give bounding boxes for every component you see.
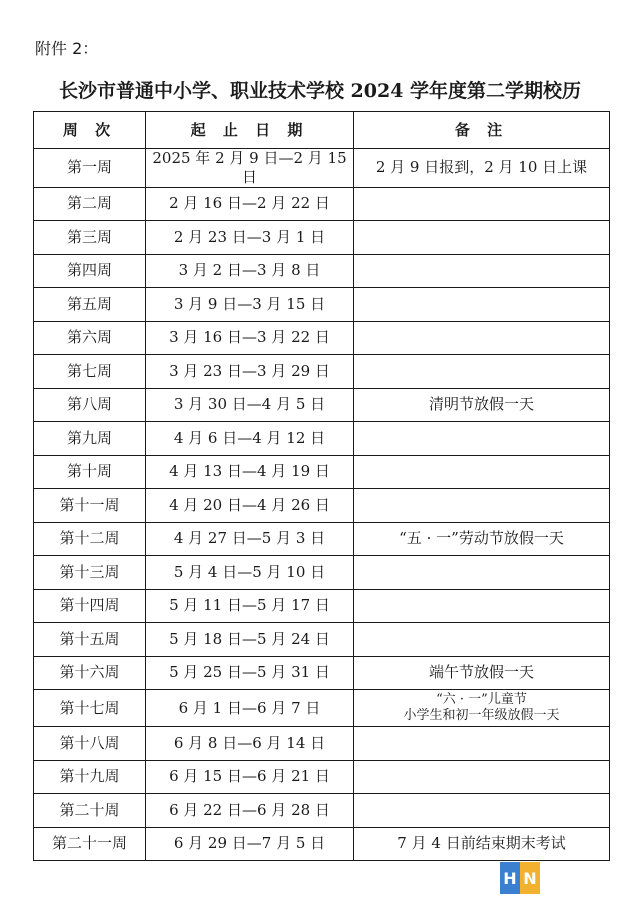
note-cell — [354, 690, 610, 727]
week-cell: 第十三周 — [34, 556, 146, 590]
week-cell: 第十四周 — [34, 589, 146, 623]
table-row — [34, 690, 610, 727]
dates-cell: 2 月 16 日—2 月 22 日 — [146, 187, 354, 221]
header-week: 周 次 — [34, 112, 146, 149]
table-row — [34, 288, 610, 322]
hn-logo — [500, 862, 540, 894]
dates-cell: 5 月 25 日—5 月 31 日 — [146, 656, 354, 690]
note-cell — [354, 760, 610, 794]
header-notes: 备 注 — [354, 112, 610, 149]
table-row — [34, 187, 610, 221]
note-cell — [354, 727, 610, 761]
week-cell: 第二周 — [34, 187, 146, 221]
note-cell: 端午节放假一天 — [354, 656, 610, 690]
table-row — [34, 321, 610, 355]
week-cell: 第十六周 — [34, 656, 146, 690]
note-cell — [354, 355, 610, 389]
note-line-2: 小学生和初一年级放假一天 — [403, 708, 560, 723]
dates-cell: 3 月 9 日—3 月 15 日 — [146, 288, 354, 322]
dates-cell: 3 月 30 日—4 月 5 日 — [146, 388, 354, 422]
table-row — [34, 589, 610, 623]
dates-cell: 6 月 1 日—6 月 7 日 — [146, 690, 354, 727]
note-cell — [354, 221, 610, 255]
week-cell: 第五周 — [34, 288, 146, 322]
dates-cell: 3 月 16 日—3 月 22 日 — [146, 321, 354, 355]
table-row — [34, 388, 610, 422]
week-cell: 第七周 — [34, 355, 146, 389]
note-cell — [354, 489, 610, 523]
note-line-1: “六 · 一”儿童节 — [436, 691, 527, 707]
table-row — [34, 254, 610, 288]
note-cell — [354, 254, 610, 288]
dates-cell: 5 月 18 日—5 月 24 日 — [146, 623, 354, 657]
week-cell: 第十九周 — [34, 760, 146, 794]
table-body — [34, 149, 610, 861]
page-title: 长沙市普通中小学、职业技术学校 2024 学年度第二学期校历 — [58, 80, 582, 102]
logo-right-letter: N — [520, 862, 540, 894]
week-cell: 第十五周 — [34, 623, 146, 657]
week-cell: 第六周 — [34, 321, 146, 355]
header-dates: 起 止 日 期 — [146, 112, 354, 149]
table-row — [34, 760, 610, 794]
note-cell — [354, 288, 610, 322]
table-header-row — [34, 112, 610, 149]
week-cell: 第二十周 — [34, 794, 146, 828]
dates-cell: 4 月 27 日—5 月 3 日 — [146, 522, 354, 556]
dates-cell: 4 月 20 日—4 月 26 日 — [146, 489, 354, 523]
table-row — [34, 556, 610, 590]
week-cell: 第十七周 — [34, 690, 146, 727]
week-cell: 第一周 — [34, 149, 146, 188]
week-cell: 第八周 — [34, 388, 146, 422]
dates-cell: 5 月 4 日—5 月 10 日 — [146, 556, 354, 590]
dates-cell: 4 月 6 日—4 月 12 日 — [146, 422, 354, 456]
dates-cell: 3 月 2 日—3 月 8 日 — [146, 254, 354, 288]
table-row — [34, 221, 610, 255]
table-row — [34, 422, 610, 456]
dates-cell: 6 月 22 日—6 月 28 日 — [146, 794, 354, 828]
table-row — [34, 355, 610, 389]
table-row — [34, 489, 610, 523]
week-cell: 第三周 — [34, 221, 146, 255]
school-calendar-table — [33, 111, 610, 861]
note-cell — [354, 623, 610, 657]
dates-cell: 3 月 23 日—3 月 29 日 — [146, 355, 354, 389]
week-cell: 第九周 — [34, 422, 146, 456]
dates-cell: 2 月 23 日—3 月 1 日 — [146, 221, 354, 255]
week-cell: 第十一周 — [34, 489, 146, 523]
week-cell: 第四周 — [34, 254, 146, 288]
note-cell — [354, 556, 610, 590]
attachment-label: 附件 2： — [35, 39, 99, 58]
note-cell — [354, 321, 610, 355]
week-cell: 第十二周 — [34, 522, 146, 556]
dates-cell: 6 月 29 日—7 月 5 日 — [146, 827, 354, 861]
dates-cell: 6 月 15 日—6 月 21 日 — [146, 760, 354, 794]
dates-cell: 2025 年 2 月 9 日—2 月 15 日 — [146, 149, 354, 188]
note-cell — [354, 422, 610, 456]
table-row — [34, 827, 610, 861]
table-row — [34, 149, 610, 188]
table-row — [34, 455, 610, 489]
note-cell — [354, 455, 610, 489]
week-cell: 第十八周 — [34, 727, 146, 761]
note-cell: “五 · 一”劳动节放假一天 — [354, 522, 610, 556]
dates-cell: 4 月 13 日—4 月 19 日 — [146, 455, 354, 489]
table-row — [34, 656, 610, 690]
table-row — [34, 727, 610, 761]
table-row — [34, 522, 610, 556]
dates-cell: 6 月 8 日—6 月 14 日 — [146, 727, 354, 761]
logo-left-letter: H — [500, 862, 520, 894]
table-row — [34, 623, 610, 657]
table-row — [34, 794, 610, 828]
dates-cell: 5 月 11 日—5 月 17 日 — [146, 589, 354, 623]
note-cell — [354, 187, 610, 221]
week-cell: 第二十一周 — [34, 827, 146, 861]
note-cell — [354, 794, 610, 828]
week-cell: 第十周 — [34, 455, 146, 489]
note-cell: 清明节放假一天 — [354, 388, 610, 422]
note-cell: 7 月 4 日前结束期末考试 — [354, 827, 610, 861]
note-cell — [354, 589, 610, 623]
note-cell: 2 月 9 日报到，2 月 10 日上课 — [354, 149, 610, 188]
